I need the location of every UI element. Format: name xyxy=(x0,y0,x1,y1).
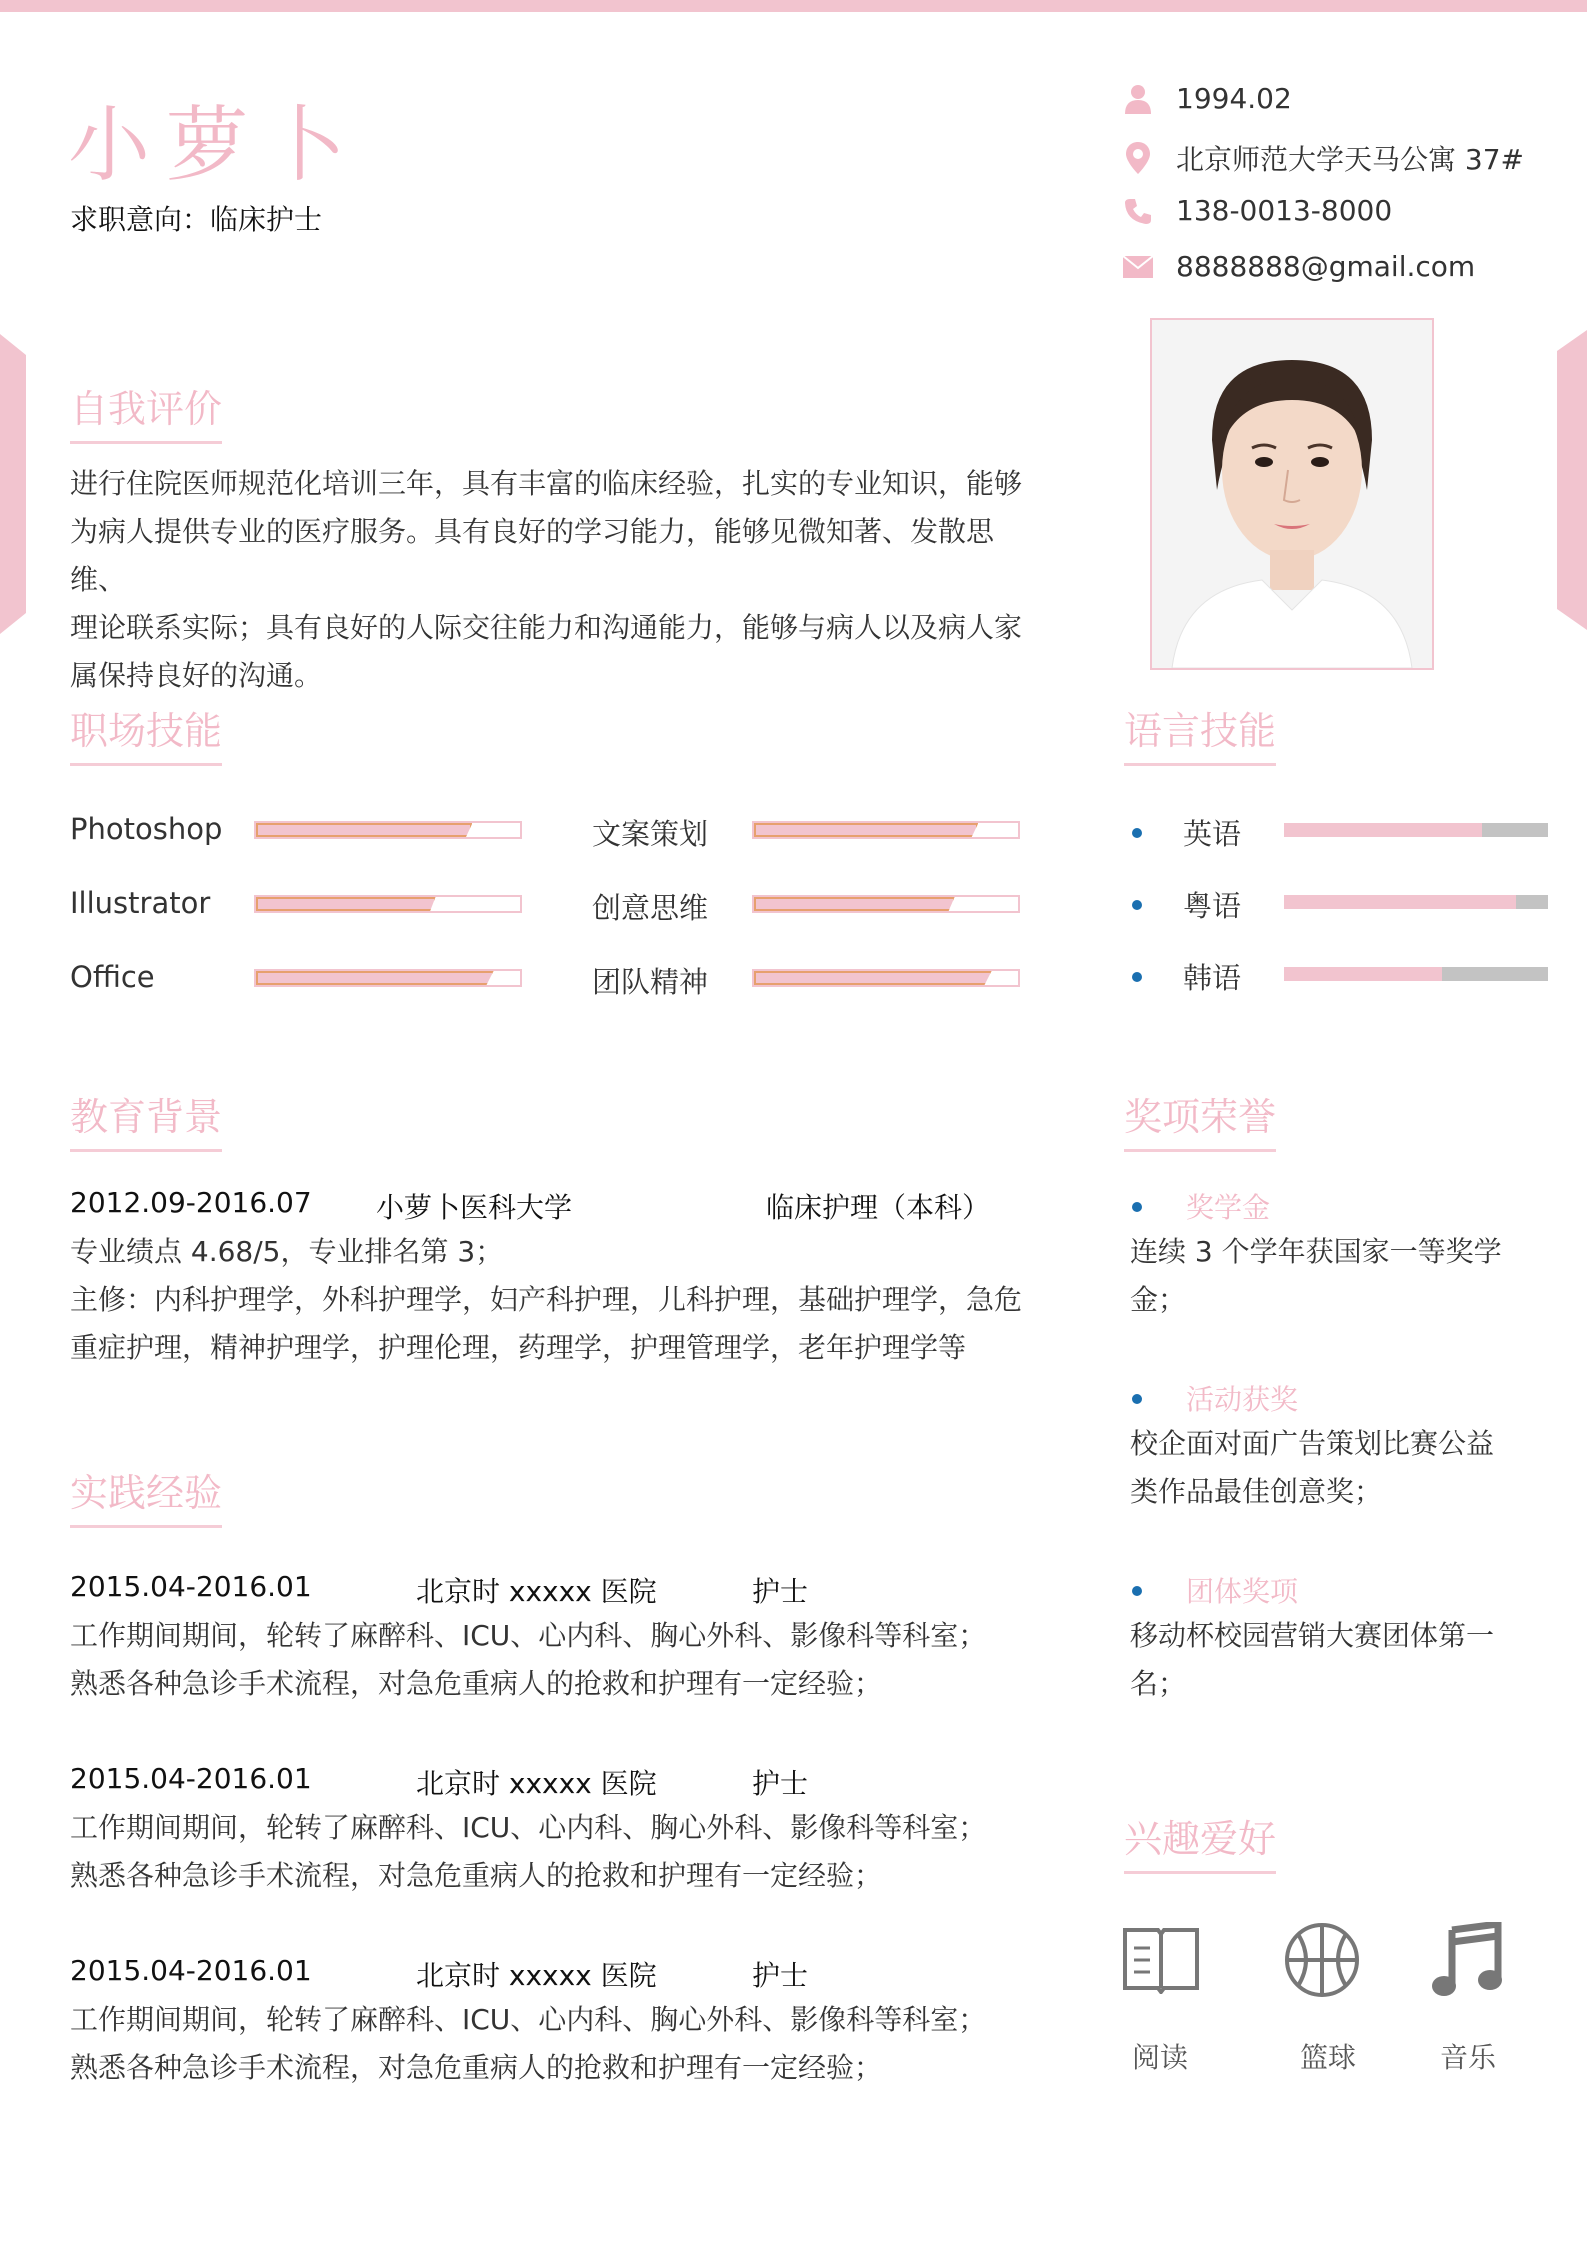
skill-bar-fill xyxy=(256,823,472,837)
section-title-experience: 实践经验 xyxy=(70,1462,222,1528)
award-line: 类作品最佳创意奖； xyxy=(1130,1475,1383,1508)
experience-line: 工作期间期间，轮转了麻醉科、ICU、心内科、胸心外科、影像科等科室； xyxy=(70,2003,987,2036)
contact-phone: 138-0013-8000 xyxy=(1122,194,1392,227)
language-bar xyxy=(1284,967,1548,981)
education-school: 小萝卜医科大学 xyxy=(376,1191,573,1224)
education-details xyxy=(70,1228,1030,1372)
self-eval-line: 属保持良好的沟通。 xyxy=(70,659,323,692)
experience-line: 工作期间期间，轮转了麻醉科、ICU、心内科、胸心外科、影像科等科室； xyxy=(70,1619,987,1652)
skill-label: Office xyxy=(70,960,155,994)
section-title-self-eval: 自我评价 xyxy=(70,378,222,444)
award-details xyxy=(1130,1228,1550,1324)
award-title: 活动获奖 xyxy=(1186,1383,1299,1416)
hobby-label-basketball: 篮球 xyxy=(1299,2041,1356,2074)
skill-bar-fill xyxy=(256,971,494,985)
basketball-icon xyxy=(1284,1922,1360,2002)
language-label: 韩语 xyxy=(1183,961,1242,995)
hobby-label-music: 音乐 xyxy=(1439,2041,1496,2074)
language-bar-fill xyxy=(1284,967,1442,981)
experience-period: 2015.04-2016.01 xyxy=(70,1570,312,1603)
skill-label: Illustrator xyxy=(70,886,211,920)
right-decoration-tab xyxy=(1557,330,1587,630)
experience-line: 工作期间期间，轮转了麻醉科、ICU、心内科、胸心外科、影像科等科室； xyxy=(70,1811,987,1844)
person-icon xyxy=(1122,83,1154,115)
experience-line: 熟悉各种急诊手术流程，对急危重病人的抢救和护理有一定经验； xyxy=(70,2051,883,2084)
education-period: 2012.09-2016.07 xyxy=(70,1186,312,1219)
bullet-dot xyxy=(1132,828,1142,838)
skill-label: 创意思维 xyxy=(592,891,709,925)
profile-photo xyxy=(1150,318,1434,670)
contact-address: 北京师范大学天马公寓 37# xyxy=(1122,138,1524,178)
experience-org: 北京时 xxxxx 医院 xyxy=(416,1959,657,1992)
hobby-label-reading: 阅读 xyxy=(1131,2041,1188,2074)
experience-period: 2015.04-2016.01 xyxy=(70,1954,312,1987)
award-title: 团体奖项 xyxy=(1186,1575,1299,1608)
experience-line: 熟悉各种急诊手术流程，对急危重病人的抢救和护理有一定经验； xyxy=(70,1859,883,1892)
section-title-language: 语言技能 xyxy=(1124,700,1276,766)
experience-org: 北京时 xxxxx 医院 xyxy=(416,1767,657,1800)
experience-org: 北京时 xxxxx 医院 xyxy=(416,1575,657,1608)
bullet-dot xyxy=(1132,1586,1142,1596)
self-eval-text xyxy=(70,460,1030,700)
bullet-dot xyxy=(1132,972,1142,982)
award-line: 移动杯校园营销大赛团体第一 xyxy=(1130,1619,1495,1652)
award-line: 连续 3 个学年获国家一等奖学 xyxy=(1130,1235,1502,1268)
education-line: 专业绩点 4.68/5，专业排名第 3； xyxy=(70,1235,504,1268)
skill-bar xyxy=(752,895,1020,913)
bullet-dot xyxy=(1132,1394,1142,1404)
self-eval-line: 进行住院医师规范化培训三年，具有丰富的临床经验，扎实的专业知识，能够 xyxy=(70,467,1023,500)
education-line: 重症护理，精神护理学，护理伦理，药理学，护理管理学，老年护理学等 xyxy=(70,1331,967,1364)
experience-period: 2015.04-2016.01 xyxy=(70,1762,312,1795)
contact-birth: 1994.02 xyxy=(1122,82,1292,115)
skill-label: 团队精神 xyxy=(592,965,709,999)
skill-bar-fill xyxy=(754,971,992,985)
award-line: 校企面对面广告策划比赛公益 xyxy=(1130,1427,1495,1460)
music-note-icon xyxy=(1432,1922,1504,2002)
skill-bar xyxy=(254,895,522,913)
skill-bar-fill xyxy=(256,897,436,911)
job-intent: 求职意向：临床护士 xyxy=(70,203,323,236)
section-title-education: 教育背景 xyxy=(70,1086,222,1152)
language-bar-fill xyxy=(1284,895,1516,909)
left-decoration-tab xyxy=(0,334,26,634)
envelope-icon xyxy=(1122,251,1154,283)
language-bar xyxy=(1284,823,1548,837)
education-line: 主修：内科护理学，外科护理学，妇产科护理，儿科护理，基础护理学，急危 xyxy=(70,1283,1023,1316)
language-bar-fill xyxy=(1284,823,1482,837)
experience-role: 护士 xyxy=(752,1959,809,1992)
bullet-dot xyxy=(1132,900,1142,910)
top-accent-bar xyxy=(0,0,1587,12)
skill-bar xyxy=(254,969,522,987)
language-label: 英语 xyxy=(1183,817,1242,851)
award-line: 名； xyxy=(1130,1667,1187,1700)
resume-name: 小萝卜 xyxy=(68,98,363,193)
award-title: 奖学金 xyxy=(1186,1191,1271,1224)
experience-role: 护士 xyxy=(752,1767,809,1800)
contact-email: 8888888@gmail.com xyxy=(1122,250,1475,283)
section-title-work-skills: 职场技能 xyxy=(70,700,222,766)
experience-details xyxy=(70,1804,1050,1900)
skill-bar xyxy=(752,821,1020,839)
language-bar xyxy=(1284,895,1548,909)
award-details xyxy=(1130,1420,1550,1516)
experience-role: 护士 xyxy=(752,1575,809,1608)
education-major: 临床护理（本科） xyxy=(766,1191,991,1224)
experience-details xyxy=(70,1612,1050,1708)
skill-label: Photoshop xyxy=(70,812,223,846)
experience-line: 熟悉各种急诊手术流程，对急危重病人的抢救和护理有一定经验； xyxy=(70,1667,883,1700)
section-title-awards: 奖项荣誉 xyxy=(1124,1086,1276,1152)
award-line: 金； xyxy=(1130,1283,1187,1316)
self-eval-line: 理论联系实际；具有良好的人际交往能力和沟通能力，能够与病人以及病人家 xyxy=(70,611,1023,644)
skill-bar xyxy=(752,969,1020,987)
bullet-dot xyxy=(1132,1202,1142,1212)
skill-label: 文案策划 xyxy=(592,817,709,851)
skill-bar xyxy=(254,821,522,839)
self-eval-line: 为病人提供专业的医疗服务。具有良好的学习能力，能够见微知著、发散思维、 xyxy=(70,515,995,596)
skill-bar-fill xyxy=(754,823,978,837)
experience-details xyxy=(70,1996,1050,2092)
language-label: 粤语 xyxy=(1183,889,1242,923)
phone-icon xyxy=(1122,195,1154,227)
award-details xyxy=(1130,1612,1550,1708)
location-pin-icon xyxy=(1122,142,1154,174)
skill-bar-fill xyxy=(754,897,955,911)
book-icon xyxy=(1122,1924,1200,1998)
section-title-hobbies: 兴趣爱好 xyxy=(1124,1808,1276,1874)
